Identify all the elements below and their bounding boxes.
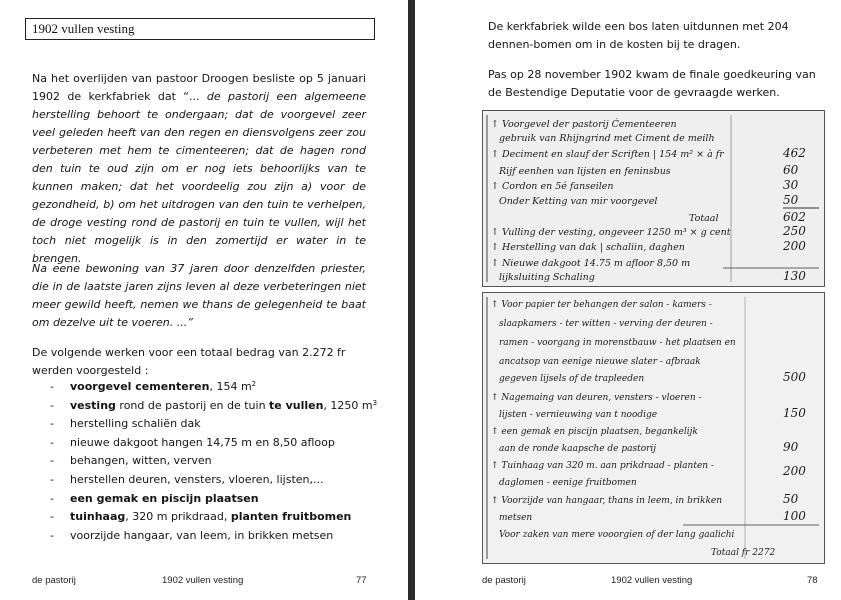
unit-superscript: 2 [251,380,257,388]
handwritten-amount: 500 [783,370,806,384]
handwritten-line: gebruik van Rhijngrind met Ciment de meilh [499,133,715,144]
handwritten-amount: 60 [783,163,799,177]
handwritten-line: gegeven lijsels of de trapleeden [499,374,645,384]
handwritten-amount: 200 [783,239,806,253]
handwritten-line: lijsten - vernieuwing van t noodige [499,410,658,420]
handwritten-amount: 50 [783,193,799,207]
handwritten-amount: 200 [783,464,806,478]
handwritten-amount: 130 [783,269,806,283]
list-item [50,490,377,509]
right-page [415,0,841,600]
list-item-bold: tuinhaag [70,510,126,524]
unit-superscript: 3 [372,398,378,407]
paragraph-pine-trees: De kerkfabriek wilde een bos laten uitdunnen met 204 dennen-bomen om in de kosten bij te dragen. [488,20,789,51]
handwritten-line: slaapkamers - ter witten - verving der deuren - [499,319,713,329]
handwritten-amount: 250 [783,224,806,238]
list-item [50,508,377,527]
handwritten-amount: 602 [783,210,806,224]
list-item [50,397,377,416]
handwriting-image-1 [483,111,824,286]
handwritten-line: ancatsop van eenige nieuwe slater - afbraak [499,357,701,367]
book-spine [408,0,415,600]
page-number: 78 [807,575,818,586]
list-item-text: rond de pastorij en de tuin [115,398,270,412]
handwritten-line: ↑ Herstelling van dak | schaliin, daghen [491,242,685,253]
handwritten-line: Voor zaken van mere vooorgien of der lang gaalichi [499,530,735,540]
page-number: 77 [356,575,367,586]
list-item-bold: te vullen [269,398,324,412]
list-item-bold: vesting [70,398,116,412]
footer-left-label: de pastorij [32,575,76,586]
quote-continuation: Na eene bewoning van 37 jaren door denzelfden priester, die in de laatste jaren zijns leven al deze verbeteringen niet meer gewild heeft, nemen we thans de gelegenheid te baat om dezelve uit te voeren. ...” [32,262,366,329]
handwritten-line: ramen - voorgang in morenstbauw - het plaatsen en [499,338,736,348]
handwritten-line: ↑ Deciment en slauf der Scriften | 154 m² × à fr [491,149,724,160]
works-intro: De volgende werken voor een totaal bedrag van 2.272 fr werden voorgesteld : [32,346,346,377]
handwritten-line: ↑ Voorzijde van hangaar, thans in leem, in brikken [491,496,723,506]
handwritten-line: lijksluiting Schaling [499,272,595,283]
handwritten-line: metsen [499,513,533,523]
handwritten-line: daglomen - eenige fruitbomen [499,478,637,488]
list-item [50,378,377,397]
chapter-title: 1902 vullen vesting [25,18,375,40]
handwriting-image-2 [483,293,824,563]
handwritten-line: Totaal [689,213,719,224]
list-item-text: , 1250 m [323,398,373,412]
paragraph-approval: Pas op 28 november 1902 kwam de finale goedkeuring van de Bestendige Deputatie voor de gevraagde werken. [488,68,816,99]
handwritten-line: Totaal fr 2272 [711,548,776,558]
list-item-bold: een gemak en piscijn plaatsen [70,491,259,505]
handwritten-estimate-scan-2 [482,292,825,564]
handwritten-line: Rijf eenhen van lijsten en feninsbus [499,166,671,177]
handwritten-amount: 100 [783,509,806,523]
handwritten-estimate-scan-1 [482,110,825,287]
handwritten-line: ↑ Cordon en 5é fanseilen [491,181,614,192]
list-item: - behangen, witten, verven [50,452,377,471]
handwritten-amount: 90 [783,440,799,454]
works-list [50,378,377,545]
paragraph-intro-text: Na het overlijden van pastoor Droogen besliste op 5 januari 1902 de kerkfabriek dat “... [32,72,366,103]
handwritten-line: ↑ Nagemaing van deuren, vensters - vloeren - [491,393,702,403]
handwritten-line: ↑ Voor papier ter behangen der salon - kamers - [491,300,712,310]
handwritten-line: ↑ een gemak en piscijn plaatsen, begankelijk [491,427,698,437]
paragraph-intro [32,70,366,268]
handwritten-amount: 50 [783,492,799,506]
list-item: - nieuwe dakgoot hangen 14,75 m en 8,50 afloop [50,434,377,453]
handwritten-line: ↑ Vulling der vesting, ongeveer 1250 m³ × g cent [491,227,731,238]
list-item-bold: planten fruitbomen [230,510,352,524]
handwritten-line: Onder Ketting van mir voorgevel [499,196,658,207]
handwritten-line: aan de ronde kaapsche de pastorij [499,444,657,454]
list-item-bold: voorgevel cementeren [70,380,210,393]
list-item-text: , 154 m [209,380,252,393]
handwritten-amount: 30 [783,178,799,192]
handwritten-line: ↑ Tuinhaag van 320 m. aan prikdraad - planten - [491,461,714,471]
handwritten-amount: 150 [783,406,806,420]
footer-center-label: 1902 vullen vesting [611,575,693,586]
list-item: - voorzijde hangaar, van leem, in brikken metsen [50,527,377,546]
list-item: - herstelling schaliën dak [50,415,377,434]
handwritten-line: ↑ Voorgevel der pastorij Ćementeeren [491,119,677,130]
handwritten-line: ↑ Nieuwe dakgoot 14.75 m afloor 8,50 m [491,258,691,269]
list-item-text: , 320 m prikdraad, [125,510,231,524]
handwritten-amount: 462 [783,146,806,160]
left-page [0,0,408,600]
quote-text: de pastorij een algemeene herstelling behoort te ondergaan; dat de voorgevel zeer veel geleden heeft van den regen en diensvolgens zeer zou verbeteren met hem te cimenteeren; dat de hagen rond den tuin te oud zijn om er nog iets behoorlijks van te kunnen maken; dat het voordeelig zou zijn a) voor de gezondheid, b) om het uitdrogen van den tuin te verhelpen, de droge vesting rond de pastorij en tuin te vullen, wijl het toch niet mogelijk is in den zomertijd er water in te brengen. [32,90,366,265]
footer-left-label: de pastorij [482,575,526,586]
footer-center-label: 1902 vullen vesting [162,575,244,586]
list-item: - herstellen deuren, vensters, vloeren, lijsten,... [50,471,377,490]
